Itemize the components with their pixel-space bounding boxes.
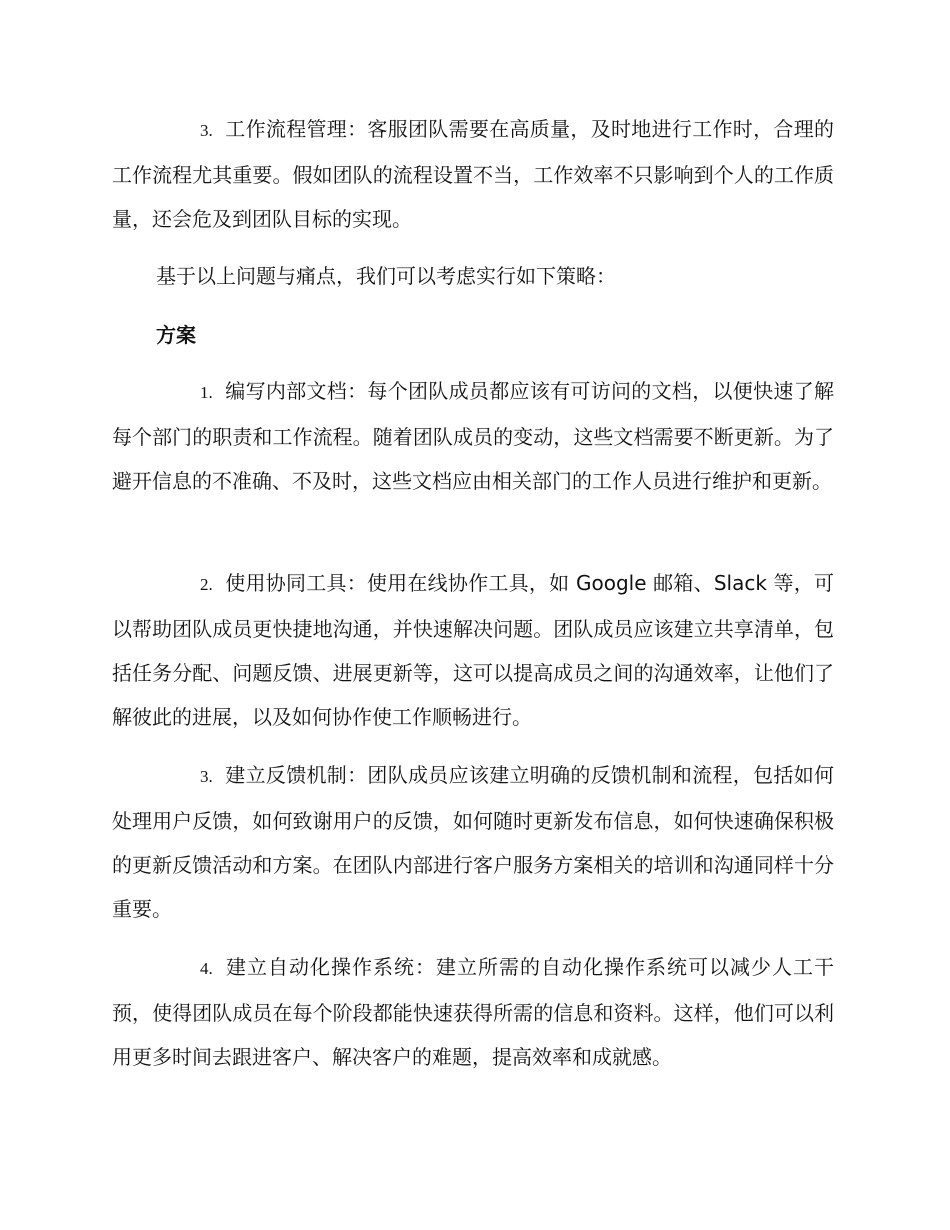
list-number: 3. <box>200 121 213 140</box>
list-number: 1. <box>200 383 213 402</box>
list-number: 3. <box>200 767 213 786</box>
paragraph-text: 使用协同工具：使用在线协作工具，如 Google 邮箱、Slack 等，可以帮助团队成员更快捷地沟通，并快速解决问题。团队成员应该建立共享清单，包括任务分配、问题反馈、进展更新等，这可以提高成员之间的沟通效率，让他们了解彼此的进展，以及如何协作使工作顺畅进行。 <box>112 571 834 729</box>
list-number: 4. <box>200 959 213 978</box>
section-heading: 方案 <box>156 323 196 347</box>
list-item-feedback-mechanism <box>112 753 834 931</box>
paragraph-text: 建立反馈机制：团队成员应该建立明确的反馈机制和流程，包括如何处理用户反馈，如何致谢用户的反馈，如何随时更新发布信息，如何快速确保积极的更新反馈活动和方案。在团队内部进行客户服务方案相关的培训和沟通同样十分重要。 <box>112 763 834 921</box>
paragraph-text: 工作流程管理：客服团队需要在高质量，及时地进行工作时，合理的工作流程尤其重要。假如团队的流程设置不当，工作效率不只影响到个人的工作质量，还会危及到团队目标的实现。 <box>112 117 834 231</box>
list-item-collaboration-tools <box>112 561 834 739</box>
transition-paragraph <box>112 254 834 298</box>
list-item-internal-docs <box>112 369 834 503</box>
paragraph-text: 编写内部文档：每个团队成员都应该有可访问的文档，以便快速了解每个部门的职责和工作流程。随着团队成员的变动，这些文档需要不断更新。为了避开信息的不准确、不及时，这些文档应由相关部门的工作人员进行维护和更新。 <box>112 379 834 493</box>
list-item-automation-system <box>112 945 834 1079</box>
paragraph-workflow-management <box>112 107 834 241</box>
paragraph-text: 建立自动化操作系统：建立所需的自动化操作系统可以减少人工干预，使得团队成员在每个阶段都能快速获得所需的信息和资料。这样，他们可以利用更多时间去跟进客户、解决客户的难题，提高效率和成就感。 <box>112 955 834 1069</box>
paragraph-text: 基于以上问题与痛点，我们可以考虑实行如下策略： <box>156 264 616 288</box>
list-number: 2. <box>200 575 213 594</box>
